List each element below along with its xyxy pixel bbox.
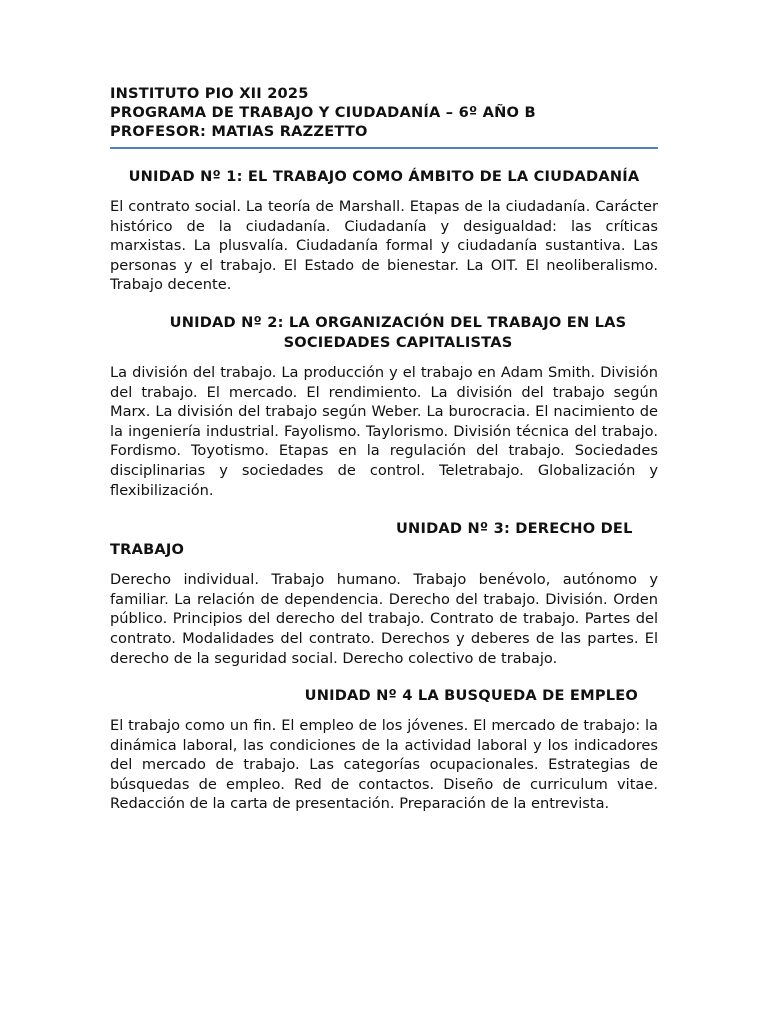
unit-3-content: Derecho individual. Trabajo humano. Trabajo benévolo, autónomo y familiar. La relación de dependencia. Derecho del trabajo. División. Orden público. Principios del derecho del trabajo. Contrato de trabajo. Partes del contrato. Modalidades del contrato. Derechos y deberes de las partes. El derecho de la seguridad social. Derecho colectivo de trabajo. xyxy=(110,571,658,667)
unit-2-title: UNIDAD Nº 2: LA ORGANIZACIÓN DEL TRABAJO EN LAS SOCIEDADES CAPITALISTAS xyxy=(169,313,627,351)
unit-4-title: UNIDAD Nº 4 LA BUSQUEDA DE EMPLEO xyxy=(304,687,638,705)
unit-2-content: La división del trabajo. La producción y el trabajo en Adam Smith. División del trabajo. El mercado. El rendimiento. La división del trabajo según Marx. La división del trabajo según Weber. La burocracia. El nacimiento de la ingeniería industrial. Fayolismo. Taylorismo. División técnica del trabajo. Fordismo. Toyotismo. Etapas en la regulación del trabajo. Sociedades disciplinarias y sociedades de control. Teletrabajo. Globalización y flexibilización. xyxy=(110,363,658,499)
unit-3-section xyxy=(110,518,658,668)
teacher-name: PROFESOR: MATIAS RAZZETTO xyxy=(110,123,368,140)
document-page xyxy=(110,84,658,832)
unit-3-title: UNIDAD Nº 3: DERECHO DEL TRABAJO xyxy=(110,520,633,559)
unit-1-title: UNIDAD Nº 1: EL TRABAJO COMO ÁMBITO DE LA CIUDADANÍA xyxy=(128,168,640,185)
unit-1-content: El contrato social. La teoría de Marshall. Etapas de la ciudadanía. Carácter histórico de la ciudadanía. Ciudadanía y desigualdad: las críticas marxistas. La plusvalía. Ciudadanía formal y ciudadanía sustantiva. Las personas y el trabajo. El Estado de bienestar. La OIT. El neoliberalismo. Trabajo decente. xyxy=(110,198,658,294)
document-header xyxy=(110,84,658,141)
program-title: PROGRAMA DE TRABAJO Y CIUDADANÍA – 6º AÑO B xyxy=(110,104,536,121)
unit-1-section xyxy=(110,167,658,295)
header-divider xyxy=(110,147,658,149)
institution-name: INSTITUTO PIO XII 2025 xyxy=(110,85,309,102)
unit-2-section xyxy=(110,313,658,500)
unit-4-content: El trabajo como un fin. El empleo de los jóvenes. El mercado de trabajo: la dinámica laboral, las condiciones de la actividad laboral y los indicadores del mercado de trabajo. Las categorías ocupacionales. Estrategias de búsquedas de empleo. Red de contactos. Diseño de curriculum vitae. Redacción de la carta de presentación. Preparación de la entrevista. xyxy=(110,717,658,813)
unit-4-section xyxy=(110,686,658,814)
